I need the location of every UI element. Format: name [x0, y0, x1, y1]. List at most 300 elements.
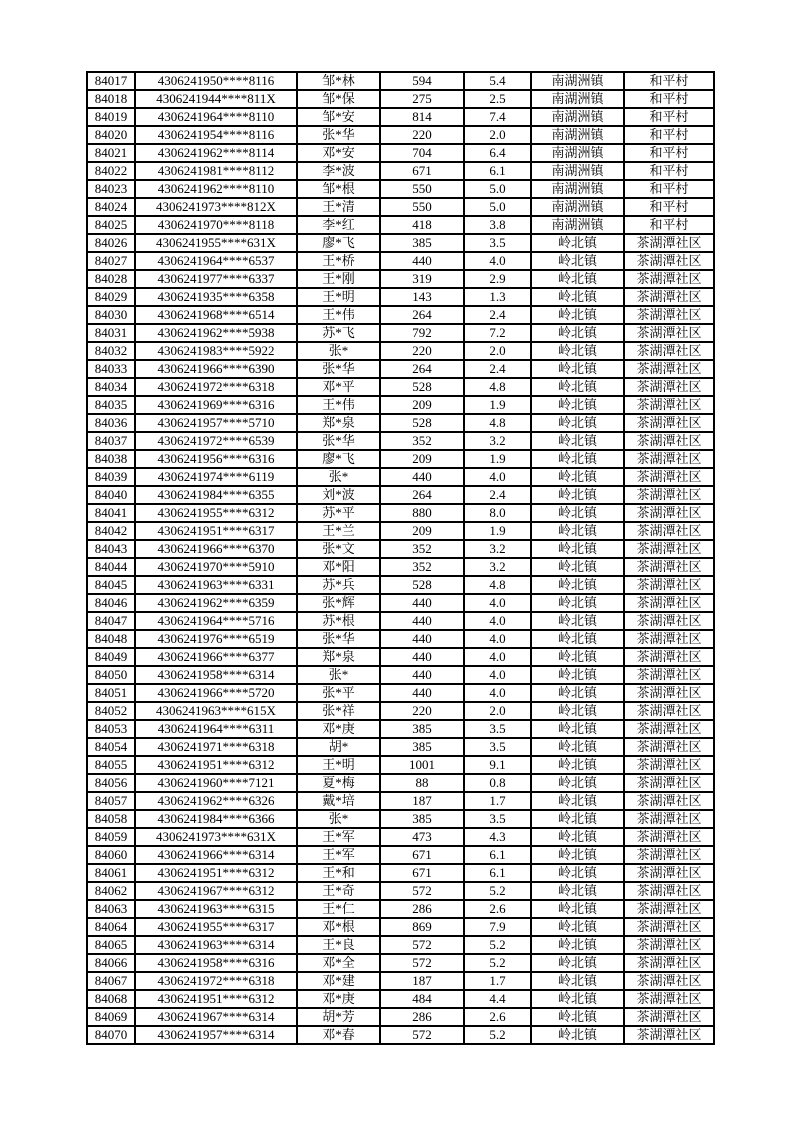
table-row	[87, 234, 714, 252]
table-cell-record-no: 84061	[87, 864, 135, 882]
table-cell-name: 张*	[297, 666, 380, 684]
table-cell-amount: 484	[380, 990, 464, 1008]
table-cell-village: 茶湖潭社区	[624, 540, 714, 558]
table-cell-area: 2.4	[464, 360, 531, 378]
table-cell-amount: 1001	[380, 756, 464, 774]
table-cell-name: 邓*建	[297, 972, 380, 990]
table-cell-village: 茶湖潭社区	[624, 846, 714, 864]
table-cell-area: 7.2	[464, 324, 531, 342]
table-cell-id-number: 4306241951****6312	[135, 990, 297, 1008]
table-cell-id-number: 4306241962****6326	[135, 792, 297, 810]
table-cell-town: 岭北镇	[531, 864, 624, 882]
table-cell-village: 茶湖潭社区	[624, 630, 714, 648]
table-cell-village: 茶湖潭社区	[624, 954, 714, 972]
table-cell-amount: 594	[380, 72, 464, 90]
table-cell-area: 4.0	[464, 630, 531, 648]
table-cell-record-no: 84062	[87, 882, 135, 900]
table-cell-area: 4.0	[464, 684, 531, 702]
table-cell-area: 3.5	[464, 234, 531, 252]
table-cell-amount: 572	[380, 936, 464, 954]
table-cell-area: 4.0	[464, 648, 531, 666]
table-row	[87, 216, 714, 234]
table-cell-village: 和平村	[624, 108, 714, 126]
table-cell-id-number: 4306241964****8110	[135, 108, 297, 126]
table-cell-area: 2.6	[464, 900, 531, 918]
table-cell-town: 岭北镇	[531, 504, 624, 522]
table-cell-area: 2.6	[464, 1008, 531, 1026]
table-row	[87, 126, 714, 144]
table-cell-name: 邹*安	[297, 108, 380, 126]
table-cell-name: 夏*梅	[297, 774, 380, 792]
table-cell-village: 和平村	[624, 90, 714, 108]
table-cell-name: 廖*飞	[297, 234, 380, 252]
table-row	[87, 162, 714, 180]
table-cell-village: 茶湖潭社区	[624, 720, 714, 738]
table-cell-name: 邹*林	[297, 72, 380, 90]
table-cell-area: 4.8	[464, 576, 531, 594]
table-cell-area: 1.9	[464, 396, 531, 414]
table-cell-town: 南湖洲镇	[531, 216, 624, 234]
table-cell-amount: 385	[380, 234, 464, 252]
table-cell-id-number: 4306241951****6312	[135, 756, 297, 774]
table-cell-name: 张*平	[297, 684, 380, 702]
table-cell-amount: 550	[380, 198, 464, 216]
table-cell-name: 邓*全	[297, 954, 380, 972]
table-row	[87, 1008, 714, 1026]
table-cell-name: 胡*	[297, 738, 380, 756]
table-cell-town: 岭北镇	[531, 342, 624, 360]
table-cell-id-number: 4306241954****8116	[135, 126, 297, 144]
table-cell-name: 张*	[297, 810, 380, 828]
table-cell-record-no: 84070	[87, 1026, 135, 1044]
table-cell-id-number: 4306241984****6355	[135, 486, 297, 504]
table-cell-town: 南湖洲镇	[531, 72, 624, 90]
table-cell-amount: 418	[380, 216, 464, 234]
table-cell-id-number: 4306241970****8118	[135, 216, 297, 234]
table-cell-record-no: 84066	[87, 954, 135, 972]
table-row	[87, 774, 714, 792]
table-cell-area: 1.7	[464, 792, 531, 810]
table-cell-name: 邹*保	[297, 90, 380, 108]
table-cell-amount: 440	[380, 612, 464, 630]
table-cell-record-no: 84054	[87, 738, 135, 756]
table-cell-amount: 572	[380, 882, 464, 900]
table-cell-amount: 319	[380, 270, 464, 288]
table-cell-area: 3.8	[464, 216, 531, 234]
table-cell-village: 茶湖潭社区	[624, 702, 714, 720]
table-row	[87, 846, 714, 864]
table-cell-village: 茶湖潭社区	[624, 288, 714, 306]
table-cell-record-no: 84046	[87, 594, 135, 612]
table-cell-id-number: 4306241966****6377	[135, 648, 297, 666]
table-cell-name: 王*伟	[297, 306, 380, 324]
table-cell-record-no: 84053	[87, 720, 135, 738]
table-cell-name: 王*明	[297, 756, 380, 774]
table-cell-id-number: 4306241973****631X	[135, 828, 297, 846]
table-cell-name: 张*	[297, 468, 380, 486]
table-cell-village: 和平村	[624, 198, 714, 216]
table-cell-town: 岭北镇	[531, 792, 624, 810]
table-cell-name: 戴*培	[297, 792, 380, 810]
table-cell-village: 茶湖潭社区	[624, 1026, 714, 1044]
table-cell-name: 邓*平	[297, 378, 380, 396]
table-cell-village: 茶湖潭社区	[624, 504, 714, 522]
table-row	[87, 180, 714, 198]
table-cell-town: 岭北镇	[531, 738, 624, 756]
table-cell-amount: 440	[380, 252, 464, 270]
table-cell-id-number: 4306241966****6390	[135, 360, 297, 378]
table-row	[87, 252, 714, 270]
table-cell-id-number: 4306241957****5710	[135, 414, 297, 432]
table-cell-amount: 385	[380, 720, 464, 738]
table-cell-amount: 528	[380, 414, 464, 432]
table-cell-village: 茶湖潭社区	[624, 432, 714, 450]
table-cell-area: 3.2	[464, 540, 531, 558]
table-cell-area: 5.0	[464, 198, 531, 216]
table-cell-amount: 440	[380, 666, 464, 684]
table-row	[87, 576, 714, 594]
table-cell-town: 岭北镇	[531, 486, 624, 504]
table-cell-record-no: 84051	[87, 684, 135, 702]
table-cell-village: 茶湖潭社区	[624, 828, 714, 846]
table-cell-town: 岭北镇	[531, 666, 624, 684]
table-cell-id-number: 4306241962****8110	[135, 180, 297, 198]
table-cell-village: 茶湖潭社区	[624, 270, 714, 288]
table-cell-amount: 88	[380, 774, 464, 792]
table-cell-area: 2.0	[464, 126, 531, 144]
table-cell-town: 岭北镇	[531, 576, 624, 594]
table-cell-name: 王*清	[297, 198, 380, 216]
table-cell-amount: 814	[380, 108, 464, 126]
table-cell-area: 5.2	[464, 1026, 531, 1044]
table-cell-record-no: 84018	[87, 90, 135, 108]
table-cell-id-number: 4306241935****6358	[135, 288, 297, 306]
table-cell-amount: 473	[380, 828, 464, 846]
table-cell-amount: 220	[380, 126, 464, 144]
table-cell-name: 张*华	[297, 630, 380, 648]
table-cell-area: 4.8	[464, 378, 531, 396]
table-row	[87, 360, 714, 378]
table-cell-village: 茶湖潭社区	[624, 936, 714, 954]
table-cell-amount: 869	[380, 918, 464, 936]
table-row	[87, 1026, 714, 1044]
table-row	[87, 198, 714, 216]
table-cell-id-number: 4306241967****6312	[135, 882, 297, 900]
table-cell-area: 4.0	[464, 252, 531, 270]
table-cell-town: 岭北镇	[531, 450, 624, 468]
table-cell-village: 茶湖潭社区	[624, 522, 714, 540]
table-cell-id-number: 4306241951****6312	[135, 864, 297, 882]
table-row	[87, 630, 714, 648]
table-row	[87, 666, 714, 684]
table-cell-town: 岭北镇	[531, 522, 624, 540]
table-cell-id-number: 4306241962****8114	[135, 144, 297, 162]
table-cell-village: 茶湖潭社区	[624, 738, 714, 756]
table-cell-record-no: 84063	[87, 900, 135, 918]
table-cell-town: 岭北镇	[531, 414, 624, 432]
table-cell-town: 岭北镇	[531, 306, 624, 324]
table-cell-name: 胡*芳	[297, 1008, 380, 1026]
table-cell-name: 刘*波	[297, 486, 380, 504]
table-cell-town: 岭北镇	[531, 594, 624, 612]
table-cell-village: 茶湖潭社区	[624, 612, 714, 630]
table-cell-id-number: 4306241969****6316	[135, 396, 297, 414]
table-cell-id-number: 4306241970****5910	[135, 558, 297, 576]
table-cell-record-no: 84056	[87, 774, 135, 792]
table-cell-area: 1.9	[464, 522, 531, 540]
table-cell-village: 和平村	[624, 144, 714, 162]
table-cell-amount: 220	[380, 702, 464, 720]
table-row	[87, 432, 714, 450]
table-cell-area: 1.7	[464, 972, 531, 990]
table-cell-name: 王*明	[297, 288, 380, 306]
table-cell-amount: 704	[380, 144, 464, 162]
table-cell-name: 廖*飞	[297, 450, 380, 468]
table-cell-id-number: 4306241972****6318	[135, 378, 297, 396]
table-cell-record-no: 84057	[87, 792, 135, 810]
table-cell-id-number: 4306241967****6314	[135, 1008, 297, 1026]
table-cell-name: 王*刚	[297, 270, 380, 288]
table-cell-name: 张*辉	[297, 594, 380, 612]
table-cell-area: 4.0	[464, 468, 531, 486]
table-cell-town: 岭北镇	[531, 828, 624, 846]
table-row	[87, 594, 714, 612]
table-cell-id-number: 4306241951****6317	[135, 522, 297, 540]
table-cell-town: 岭北镇	[531, 540, 624, 558]
table-cell-amount: 275	[380, 90, 464, 108]
table-cell-name: 邓*根	[297, 918, 380, 936]
table-cell-village: 和平村	[624, 216, 714, 234]
table-cell-town: 岭北镇	[531, 756, 624, 774]
table-row	[87, 864, 714, 882]
table-cell-id-number: 4306241963****6331	[135, 576, 297, 594]
table-cell-village: 茶湖潭社区	[624, 468, 714, 486]
table-cell-town: 岭北镇	[531, 252, 624, 270]
table-cell-village: 茶湖潭社区	[624, 450, 714, 468]
table-cell-record-no: 84032	[87, 342, 135, 360]
table-cell-area: 3.5	[464, 738, 531, 756]
table-cell-name: 王*兰	[297, 522, 380, 540]
table-cell-area: 7.4	[464, 108, 531, 126]
table-cell-id-number: 4306241963****6315	[135, 900, 297, 918]
table-row	[87, 288, 714, 306]
table-row	[87, 522, 714, 540]
table-cell-area: 2.9	[464, 270, 531, 288]
table-cell-name: 邹*根	[297, 180, 380, 198]
table-cell-area: 4.0	[464, 666, 531, 684]
table-row	[87, 738, 714, 756]
table-cell-town: 岭北镇	[531, 720, 624, 738]
table-cell-record-no: 84039	[87, 468, 135, 486]
table-cell-id-number: 4306241966****6370	[135, 540, 297, 558]
table-cell-area: 9.1	[464, 756, 531, 774]
table-cell-record-no: 84036	[87, 414, 135, 432]
table-cell-town: 岭北镇	[531, 882, 624, 900]
table-cell-area: 8.0	[464, 504, 531, 522]
table-cell-village: 茶湖潭社区	[624, 864, 714, 882]
table-cell-amount: 550	[380, 180, 464, 198]
table-cell-town: 岭北镇	[531, 432, 624, 450]
table-cell-id-number: 4306241950****8116	[135, 72, 297, 90]
table-cell-village: 茶湖潭社区	[624, 648, 714, 666]
table-cell-town: 岭北镇	[531, 990, 624, 1008]
table-row	[87, 414, 714, 432]
table-row	[87, 684, 714, 702]
table-row	[87, 648, 714, 666]
table-cell-id-number: 4306241958****6316	[135, 954, 297, 972]
table-cell-name: 邓*庚	[297, 720, 380, 738]
table-cell-town: 南湖洲镇	[531, 108, 624, 126]
table-cell-record-no: 84034	[87, 378, 135, 396]
table-cell-record-no: 84044	[87, 558, 135, 576]
table-cell-name: 王*奇	[297, 882, 380, 900]
table-cell-id-number: 4306241963****6314	[135, 936, 297, 954]
table-row	[87, 882, 714, 900]
table-cell-amount: 352	[380, 540, 464, 558]
table-cell-record-no: 84058	[87, 810, 135, 828]
table-cell-area: 5.2	[464, 882, 531, 900]
table-cell-record-no: 84059	[87, 828, 135, 846]
table-cell-id-number: 4306241972****6318	[135, 972, 297, 990]
table-cell-area: 5.0	[464, 180, 531, 198]
table-cell-town: 南湖洲镇	[531, 198, 624, 216]
table-cell-name: 张*华	[297, 360, 380, 378]
table-cell-village: 茶湖潭社区	[624, 576, 714, 594]
table-row	[87, 720, 714, 738]
table-cell-area: 4.0	[464, 594, 531, 612]
table-cell-amount: 440	[380, 468, 464, 486]
table-cell-id-number: 4306241973****812X	[135, 198, 297, 216]
table-cell-record-no: 84067	[87, 972, 135, 990]
table-cell-id-number: 4306241981****8112	[135, 162, 297, 180]
table-cell-record-no: 84042	[87, 522, 135, 540]
table-cell-amount: 880	[380, 504, 464, 522]
table-row	[87, 108, 714, 126]
table-cell-village: 茶湖潭社区	[624, 684, 714, 702]
table-cell-amount: 671	[380, 162, 464, 180]
table-row	[87, 270, 714, 288]
table-cell-amount: 286	[380, 900, 464, 918]
table-cell-record-no: 84025	[87, 216, 135, 234]
table-cell-village: 茶湖潭社区	[624, 342, 714, 360]
table-cell-village: 茶湖潭社区	[624, 252, 714, 270]
table-cell-village: 茶湖潭社区	[624, 396, 714, 414]
table-cell-area: 4.4	[464, 990, 531, 1008]
table-cell-id-number: 4306241958****6314	[135, 666, 297, 684]
table-cell-id-number: 4306241944****811X	[135, 90, 297, 108]
table-cell-town: 岭北镇	[531, 288, 624, 306]
table-cell-town: 岭北镇	[531, 234, 624, 252]
table-cell-record-no: 84017	[87, 72, 135, 90]
table-cell-amount: 187	[380, 972, 464, 990]
table-cell-amount: 385	[380, 738, 464, 756]
table-cell-record-no: 84033	[87, 360, 135, 378]
table-cell-id-number: 4306241955****631X	[135, 234, 297, 252]
table-row	[87, 936, 714, 954]
table-cell-town: 南湖洲镇	[531, 162, 624, 180]
table-cell-area: 4.8	[464, 414, 531, 432]
table-cell-village: 茶湖潭社区	[624, 900, 714, 918]
table-cell-village: 茶湖潭社区	[624, 360, 714, 378]
table-cell-village: 茶湖潭社区	[624, 972, 714, 990]
table-cell-id-number: 4306241955****6312	[135, 504, 297, 522]
table-cell-record-no: 84031	[87, 324, 135, 342]
table-row	[87, 972, 714, 990]
table-cell-name: 张*文	[297, 540, 380, 558]
table-cell-amount: 572	[380, 954, 464, 972]
table-row	[87, 990, 714, 1008]
table-cell-area: 5.4	[464, 72, 531, 90]
table-cell-village: 茶湖潭社区	[624, 918, 714, 936]
table-cell-id-number: 4306241974****6119	[135, 468, 297, 486]
table-cell-record-no: 84047	[87, 612, 135, 630]
table-cell-town: 岭北镇	[531, 630, 624, 648]
table-row	[87, 468, 714, 486]
table-cell-town: 岭北镇	[531, 702, 624, 720]
table-cell-id-number: 4306241972****6539	[135, 432, 297, 450]
table-cell-amount: 209	[380, 522, 464, 540]
table-cell-name: 李*波	[297, 162, 380, 180]
table-row	[87, 144, 714, 162]
table-cell-record-no: 84023	[87, 180, 135, 198]
table-cell-town: 岭北镇	[531, 900, 624, 918]
table-cell-record-no: 84019	[87, 108, 135, 126]
table-row	[87, 486, 714, 504]
table-cell-village: 茶湖潭社区	[624, 792, 714, 810]
table-cell-amount: 286	[380, 1008, 464, 1026]
table-cell-area: 3.2	[464, 432, 531, 450]
table-row	[87, 918, 714, 936]
table-cell-village: 茶湖潭社区	[624, 810, 714, 828]
table-cell-area: 7.9	[464, 918, 531, 936]
table-row	[87, 72, 714, 90]
table-cell-record-no: 84064	[87, 918, 135, 936]
table-cell-amount: 352	[380, 558, 464, 576]
table-cell-record-no: 84043	[87, 540, 135, 558]
table-cell-area: 2.0	[464, 702, 531, 720]
table-cell-name: 王*良	[297, 936, 380, 954]
table-cell-name: 邓*安	[297, 144, 380, 162]
table-cell-area: 2.0	[464, 342, 531, 360]
table-cell-id-number: 4306241963****615X	[135, 702, 297, 720]
table-cell-name: 郑*泉	[297, 414, 380, 432]
table-row	[87, 342, 714, 360]
table-cell-id-number: 4306241962****6359	[135, 594, 297, 612]
table-cell-town: 岭北镇	[531, 1026, 624, 1044]
table-cell-name: 李*红	[297, 216, 380, 234]
table-row	[87, 702, 714, 720]
table-cell-record-no: 84049	[87, 648, 135, 666]
table-cell-village: 茶湖潭社区	[624, 378, 714, 396]
table-cell-name: 张*祥	[297, 702, 380, 720]
table-cell-village: 和平村	[624, 162, 714, 180]
table-cell-town: 南湖洲镇	[531, 90, 624, 108]
table-row	[87, 324, 714, 342]
table-cell-amount: 264	[380, 486, 464, 504]
table-cell-name: 苏*平	[297, 504, 380, 522]
table-cell-record-no: 84024	[87, 198, 135, 216]
table-cell-name: 苏*根	[297, 612, 380, 630]
table-cell-town: 岭北镇	[531, 378, 624, 396]
table-row	[87, 756, 714, 774]
table-cell-town: 岭北镇	[531, 468, 624, 486]
table-cell-village: 茶湖潭社区	[624, 594, 714, 612]
table-cell-amount: 440	[380, 684, 464, 702]
table-cell-amount: 352	[380, 432, 464, 450]
table-cell-id-number: 4306241964****6537	[135, 252, 297, 270]
table-cell-area: 1.9	[464, 450, 531, 468]
table-cell-area: 6.1	[464, 864, 531, 882]
